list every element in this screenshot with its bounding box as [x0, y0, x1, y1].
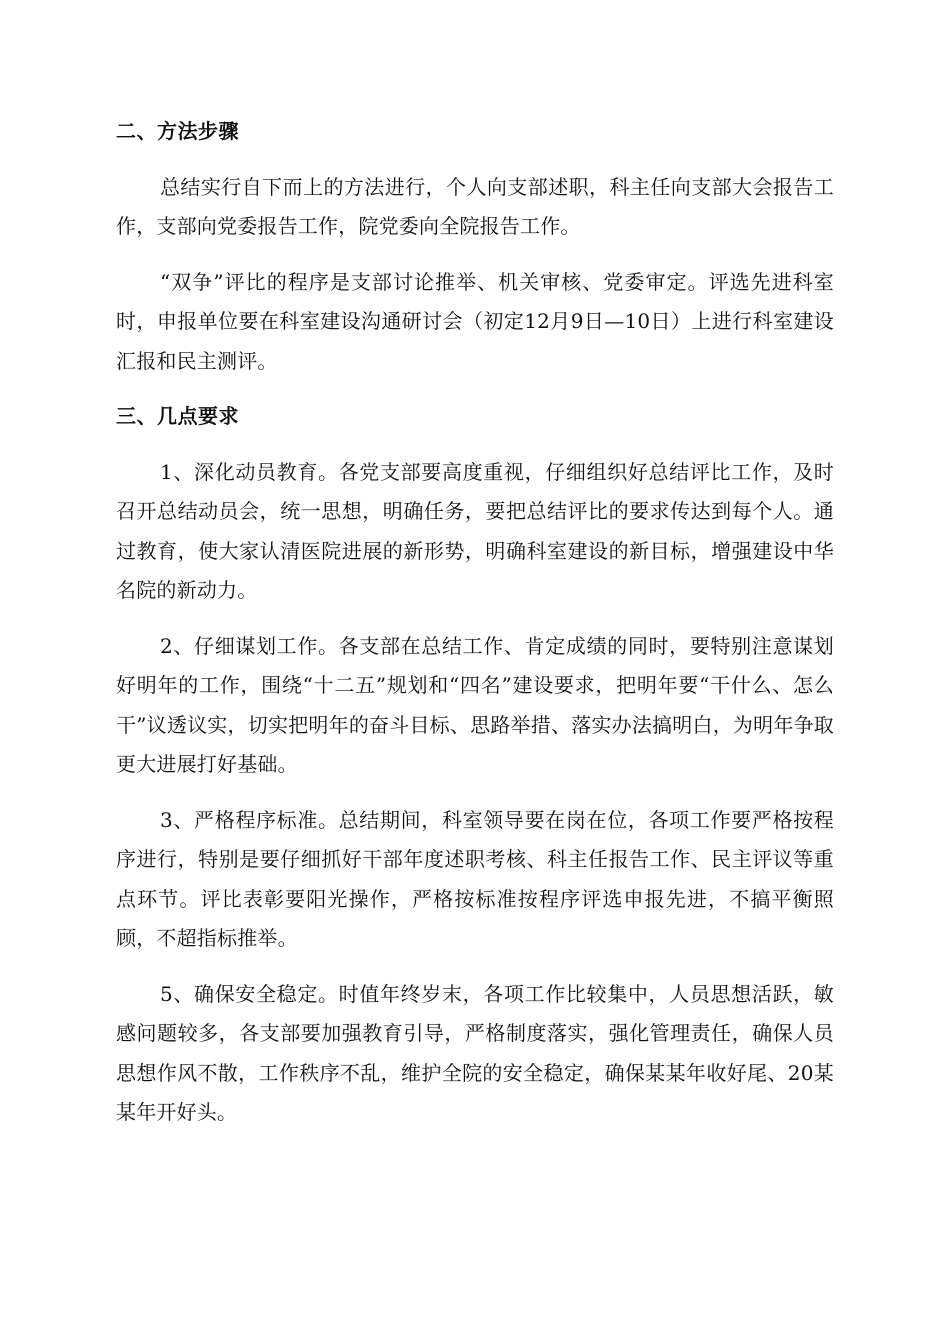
spacer: [116, 437, 834, 453]
document-body: [116, 112, 834, 1133]
section-heading-requirements: 三、几点要求: [116, 404, 239, 428]
section-heading-methods: 二、方法步骤: [116, 119, 239, 143]
spacer: [116, 611, 834, 627]
spacer: [116, 247, 834, 263]
paragraph-requirement-2: 2、仔细谋划工作。各支部在总结工作、肯定成绩的同时，要特别注意谋划好明年的工作，围绕“十二五”规划和“四名”建设要求，把明年要“干什么、怎么干”议透议实，切实把明年的奋斗目标、思路举措、落实办法搞明白，为明年争取更大进展打好基础。: [116, 633, 834, 776]
paragraph-evaluation-procedure: “双争”评比的程序是支部讨论推举、机关审核、党委审定。评选先进科室时，申报单位要在科室建设沟通研讨会（初定12月9日—10日）上进行科室建设汇报和民主测评。: [116, 269, 834, 373]
spacer: [116, 381, 834, 397]
paragraph-requirement-5: 5、确保安全稳定。时值年终岁末，各项工作比较集中，人员思想活跃，敏感问题较多，各支部要加强教育引导，严格制度落实，强化管理责任，确保人员思想作风不散，工作秩序不乱，维护全院的安全稳定，确保某某年收好尾、20某某年开好头。: [116, 981, 834, 1124]
paragraph-requirement-1: 1、深化动员教育。各党支部要高度重视，仔细组织好总结评比工作，及时召开总结动员会，统一思想，明确任务，要把总结评比的要求传达到每个人。通过教育，使大家认清医院进展的新形势，明确科室建设的新目标，增强建设中华名院的新动力。: [116, 459, 834, 602]
paragraph-method-process: 总结实行自下而上的方法进行，个人向支部述职，科主任向支部大会报告工作，支部向党委报告工作，院党委向全院报告工作。: [116, 174, 834, 238]
spacer: [116, 959, 834, 975]
spacer: [116, 152, 834, 168]
spacer: [116, 785, 834, 801]
paragraph-requirement-3: 3、严格程序标准。总结期间，科室领导要在岗在位，各项工作要严格按程序进行，特别是要仔细抓好干部年度述职考核、科主任报告工作、民主评议等重点环节。评比表彰要阳光操作，严格按标准按程序评选申报先进，不搞平衡照顾，不超指标推举。: [116, 807, 834, 950]
